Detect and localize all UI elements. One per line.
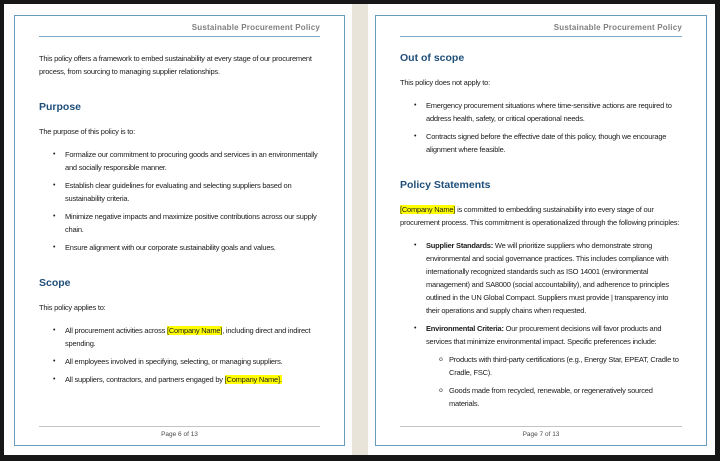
text-segment: Our procurement decisions will favor products and services that minimize environmental impact. Specific preferences include: xyxy=(426,324,662,346)
document-title-header: Sustainable Procurement Policy xyxy=(191,23,320,32)
list-item-text xyxy=(65,210,320,236)
list-item-text xyxy=(426,99,682,125)
text-segment: All employees involved in specifying, selecting, or managing suppliers. xyxy=(65,357,283,366)
section-heading-scope: Scope xyxy=(39,277,71,289)
text-segment: Ensure alignment with our corporate sustainability goals and values. xyxy=(65,243,276,252)
text-segment: We will prioritize suppliers who demonstrate strong environmental and social governance practices. This includes compliance with internationally recognized standards such as ISO 14001 (environmental management) and SA8000 (social accountability), and adherence to principles outlined in the UN Global Compact. Suppliers must provide | transparency into their operations and supply chains when requested. xyxy=(426,241,669,315)
list-item-text xyxy=(449,353,682,379)
policy-statements-lead xyxy=(400,203,682,229)
bullet-marker: • xyxy=(414,325,417,332)
text-segment: Minimize negative impacts and maximize positive contributions across our supply chain. xyxy=(65,212,317,234)
page-footer xyxy=(400,426,682,439)
bullet-marker: • xyxy=(53,182,56,189)
text-segment: is committed to embedding sustainability into every stage of our procurement process. This commitment is operationalized through the following principles: xyxy=(400,205,680,227)
list-item-text xyxy=(65,324,320,350)
scope-lead xyxy=(39,301,320,314)
text-segment: Emergency procurement situations where time-sensitive actions are required to address health, safety, or critical operational needs. xyxy=(426,101,672,123)
list-item-text xyxy=(65,179,320,205)
text-segment: Establish clear guidelines for evaluating and selecting suppliers based on sustainability criteria. xyxy=(65,181,292,203)
list-item xyxy=(400,353,682,379)
text-segment: The purpose of this policy is to: xyxy=(39,127,135,136)
out-of-scope-bullet-list xyxy=(400,99,682,156)
list-item xyxy=(39,324,320,350)
bullet-marker: • xyxy=(53,376,56,383)
page-gutter xyxy=(352,4,368,455)
page-6[interactable] xyxy=(14,15,345,446)
text-segment: Supplier Standards: xyxy=(426,241,493,250)
list-item xyxy=(400,130,682,156)
page-number-label: Page 7 of 13 xyxy=(522,431,560,438)
list-item xyxy=(39,241,320,254)
sub-bullet-marker: o xyxy=(439,387,443,394)
page-7-content xyxy=(400,52,682,410)
intro-paragraph xyxy=(39,52,320,78)
list-item xyxy=(400,384,682,410)
out-of-scope-lead xyxy=(400,76,682,89)
bullet-marker: • xyxy=(414,242,417,249)
list-item-text xyxy=(65,241,320,254)
company-name-placeholder: [Company Name] xyxy=(166,326,223,335)
list-item-text xyxy=(65,148,320,174)
list-item-text xyxy=(426,130,682,156)
scope-bullet-list xyxy=(39,324,320,386)
page-header xyxy=(400,22,682,37)
company-name-placeholder: [Company Name] xyxy=(400,205,456,214)
text-segment: All procurement activities across xyxy=(65,326,167,335)
bullet-marker: • xyxy=(53,244,56,251)
list-item xyxy=(400,99,682,125)
text-segment: Formalize our commitment to procuring goods and services in an environmentally and socially responsible manner. xyxy=(65,150,318,172)
text-segment: Contracts signed before the effective date of this policy, though we encourage alignment where feasible. xyxy=(426,132,667,154)
policy-statements-bullet-list xyxy=(400,239,682,410)
list-item xyxy=(39,373,320,386)
page-6-inner xyxy=(15,16,344,445)
text-segment: All suppliers, contractors, and partners engaged by xyxy=(65,375,225,384)
section-heading-policy-statements: Policy Statements xyxy=(400,179,491,191)
sub-bullet-marker: o xyxy=(439,356,443,363)
text-segment: Environmental Criteria: xyxy=(426,324,504,333)
list-item xyxy=(39,210,320,236)
list-item xyxy=(39,179,320,205)
section-heading-out-of-scope: Out of scope xyxy=(400,52,465,64)
list-item-text xyxy=(65,355,320,368)
document-title-header: Sustainable Procurement Policy xyxy=(553,23,682,32)
bullet-marker: • xyxy=(414,102,417,109)
text-segment: This policy does not apply to: xyxy=(400,78,490,87)
page-number-label: Page 6 of 13 xyxy=(161,431,198,438)
text-segment: This policy offers a framework to embed sustainability at every stage of our procurement process, from sourcing to managing supplier relationships. xyxy=(39,54,312,76)
list-item-text xyxy=(426,322,682,348)
list-item xyxy=(39,148,320,174)
list-item xyxy=(400,322,682,348)
company-name-placeholder: [Company Name]. xyxy=(224,375,282,384)
text-segment: , including direct and indirect spending. xyxy=(65,326,311,348)
page-7[interactable] xyxy=(375,15,707,446)
page-footer xyxy=(39,426,320,439)
page-6-content xyxy=(39,52,320,386)
list-item-text xyxy=(426,239,682,317)
purpose-lead xyxy=(39,125,320,138)
text-segment: Products with third-party certifications (e.g., Energy Star, EPEAT, Cradle to Cradle, FSC). xyxy=(449,355,679,377)
bullet-marker: • xyxy=(53,151,56,158)
list-item-text xyxy=(65,373,320,386)
text-segment: This policy applies to: xyxy=(39,303,106,312)
page-header xyxy=(39,22,320,37)
list-item xyxy=(39,355,320,368)
text-segment: Goods made from recycled, renewable, or regeneratively sourced materials. xyxy=(449,386,653,408)
bullet-marker: • xyxy=(53,358,56,365)
bullet-marker: • xyxy=(53,327,56,334)
purpose-bullet-list xyxy=(39,148,320,254)
bullet-marker: • xyxy=(53,213,56,220)
page-7-inner xyxy=(376,16,706,445)
bullet-marker: • xyxy=(414,133,417,140)
section-heading-purpose: Purpose xyxy=(39,101,82,113)
list-item xyxy=(400,239,682,317)
list-item-text xyxy=(449,384,682,410)
